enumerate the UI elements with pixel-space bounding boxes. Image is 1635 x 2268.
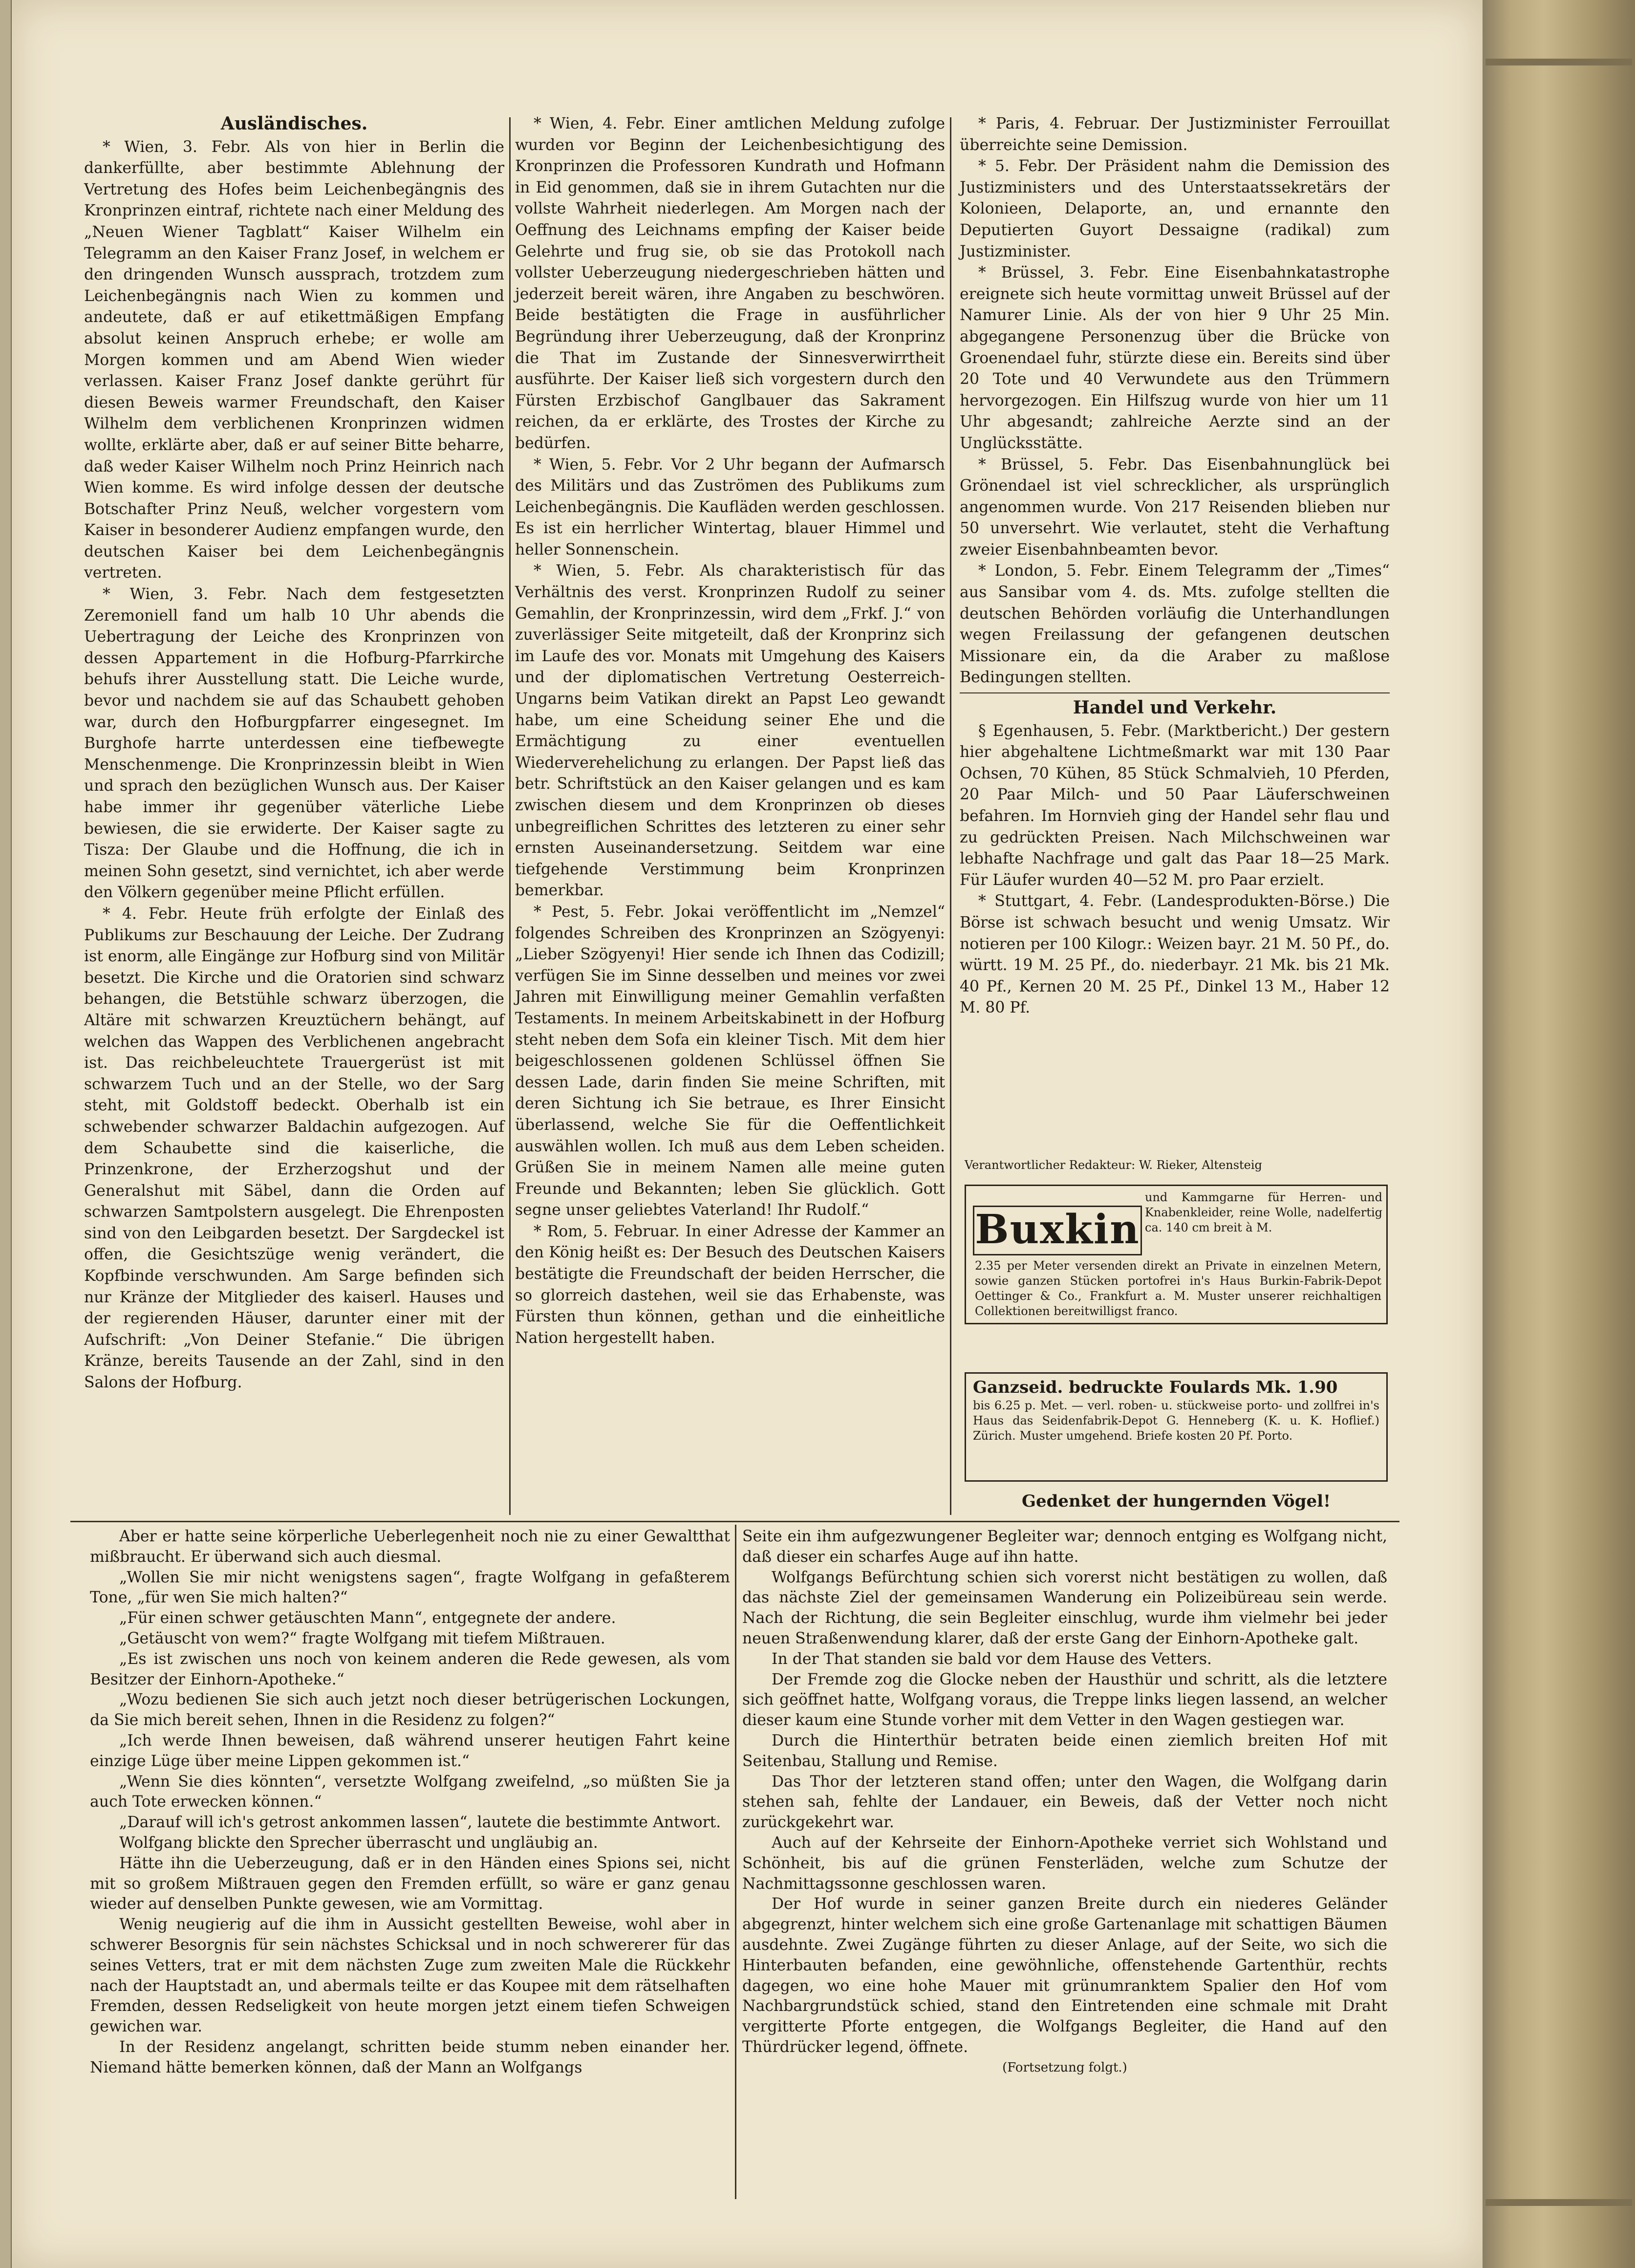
advertisement-buxkin [965, 1185, 1388, 1324]
serial-right-p8: Der Hof wurde in seiner ganzen Breite durch ein niederes Geländer abgegrenzt, hinter welchem sich eine große Gartenanlage mit schattigen Bäumen ausdehnte. Zwei Zugänge führten zu dieser Anlage, auf der Seite, wo sich die Hinterbauten befanden, eine gewöhnliche, offenstehende Gartenthür, rechts dagegen, wo eine hohe Mauer mit grünumranktem Spalier den Hof vom Nachbargrundstück schied, stand den Eintretenden eine schmale mit Draht vergitterte Pforte entgegen, die Wolfgangs Begleiter, die Hand auf den Thürdrücker legend, öffnete. [742, 1895, 1387, 2056]
column-2 [515, 113, 945, 1349]
serial-left-p2: „Wollen Sie mir nicht wenigstens sagen“, fragte Wolfgang in gefaßterem Tone, „für wen Sie mich halten?“ [90, 1568, 730, 1607]
serial-right-p7: Auch auf der Kehrseite der Einhorn-Apotheke verriet sich Wohlstand und Schönheit, bis auf die grünen Fensterläden, welche zum Schutze der Nachmittagssonne geschlossen waren. [742, 1834, 1387, 1893]
serial-left-p11: Hätte ihn die Ueberzeugung, daß er in den Händen eines Spions sei, nicht mit so großem Mißtrauen gegen den Fremden erfüllt, so wäre er ganz genau wieder auf denselben Punkte gewesen, wie am Vormittag. [90, 1854, 730, 1913]
serial-left-p6: „Wozu bedienen Sie sich auch jetzt noch dieser betrügerischen Lockungen, da Sie mich bereit sehen, Ihnen in die Residenz zu folgen?“ [90, 1691, 730, 1729]
editor-credit: Verantwortlicher Redakteur: W. Rieker, Altensteig [965, 1158, 1262, 1172]
article-wien-4-febr-a: * 4. Febr. Heute früh erfolgte der Einlaß des Publikums zur Beschauung der Leiche. Der Zudrang ist enorm, alle Eingänge zur Hofburg sind von Militär besetzt. Die Kirche und die Oratorien sind schwarz behangen, die Betstühle schwarz überzogen, die Altäre mit schwarzen Kreuztüchern behängt, auf welchen das Wappen des Verblichenen angebracht ist. Das reichbeleuchtete Trauergerüst ist mit schwarzem Tuch und an der Stelle, wo der Sarg steht, mit Goldstoff bedeckt. Oberhalb ist ein schwebender schwarzer Baldachin aufgezogen. Auf dem Schaubette sind die kaiserliche, die Prinzenkrone, der Erzherzogshut und der Generalshut mit Säbel, dann die Orden auf schwarzen Samtpolstern ausgelegt. Die Ehrenposten sind von den Leibgarden besetzt. Der Sargdeckel ist offen, die Gesichtszüge wenig verändert, die Kopfbinde verschwunden. Am Sarge befinden sich nur Kränze der Mitglieder des kaiserl. Hauses und der regierenden Häuser, darunter einer mit der Aufschrift: „Von Deiner Stefanie.“ Die übrigen Kränze, bereits Tausende an der Zahl, sind in den Salons der Hofburg. [84, 905, 504, 1392]
serial-left-p9: „Darauf will ich's getrost ankommen lassen“, lautete die bestimmte Antwort. [119, 1814, 721, 1832]
column-3 [960, 113, 1390, 1019]
serial-left-p12: Wenig neugierig auf die ihm in Aussicht gestellten Beweise, wohl aber in schwerer Besorgnis für sein nächstes Schicksal und in noch schwererer für das seines Vetters, trat er mit dem nächsten Zuge zum zweiten Male die Rückkehr nach der Hauptstadt an, und abermals teilte er das Koupee mit dem rätselhaften Fremden, dessen Redseligkeit von heute morgen jetzt einem tiefen Schweigen gewichen war. [90, 1916, 730, 2036]
buxkin-logo: Buxkin [973, 1206, 1142, 1255]
foulards-title: Ganzseid. bedruckte Foulards Mk. 1.90 [973, 1378, 1338, 1397]
section-heading-handel: Handel und Verkehr. [1073, 697, 1277, 718]
article-london-5-febr: * London, 5. Febr. Einem Telegramm der „Times“ aus Sansibar vom 4. ds. Mts. zufolge stellten die deutschen Behörden vorläufig die Unterhandlungen wegen Freilassung der gefangenen deutschen Missionare ein, da die Araber zu maßlose Bedingungen stellten. [960, 562, 1390, 687]
column-rule-1 [509, 117, 511, 1515]
article-wien-5-febr-a: * Wien, 5. Febr. Vor 2 Uhr begann der Aufmarsch des Militärs und das Zuströmen des Publikums zum Leichenbegängnis. Die Kaufläden werden geschlossen. Es ist ein herrlicher Wintertag, blauer Himmel und heller Sonnenschein. [515, 455, 945, 559]
article-rom-5-febr: * Rom, 5. Februar. In einer Adresse der Kammer an den König heißt es: Der Besuch des Deutschen Kaisers bestätigte die Freundschaft der beiden Herrscher, die so glorreich dastehen, weil sie das Erhabenste, was Fürsten thun können, gethan und die einheitliche Nation hergestellt haben. [515, 1222, 945, 1347]
article-wien-3-febr-a: * Wien, 3. Febr. Als von hier in Berlin die dankerfüllte, aber bestimmte Ablehnung der Vertretung des Hofes beim Leichenbegängnis des Kronprinzen eintraf, richtete nach einer Meldung des „Neuen Wiener Tagblatt“ Kaiser Wilhelm ein Telegramm an den Kaiser Franz Josef, in welchem er den dringenden Wunsch aussprach, trotzdem zum Leichenbegängnis nach Wien zu kommen und andeutete, daß er auf etikettmäßigen Empfang absolut keinen Anspruch erhebe; er wolle am Morgen kommen und am Abend Wien wieder verlassen. Kaiser Franz Josef dankte gerührt für diesen Beweis warmer Freundschaft, den Kaiser Wilhelm dem verblichenen Kronprinzen widmen wollte, erklärte aber, daß er auf seiner Bitte beharre, daß weder Kaiser Wilhelm noch Prinz Heinrich nach Wien komme. Es wird infolge dessen der deutsche Botschafter Prinz Neuß, welcher vorgestern vom Kaiser in besonderer Audienz empfangen wurde, den deutschen Kaiser bei dem Leichenbegängnis vertreten. [84, 138, 504, 582]
serial-right-p2: Wolfgangs Befürchtung schien sich vorerst nicht bestätigen zu wollen, daß das nächste Ziel der gemeinsamen Wanderung ein Polizeibüreau sein werde. Nach der Richtung, die sein Begleiter einschlug, wurde ihm vielmehr bei jeder neuen Straßenwendung klarer, daß der erste Gang der Einhorn-Apotheke galt. [742, 1568, 1387, 1647]
section-heading-auslaendisches: Ausländisches. [220, 113, 368, 134]
serial-left-p3: „Für einen schwer getäuschten Mann“, entgegnete der andere. [119, 1609, 616, 1627]
article-bruessel-5-febr: * Brüssel, 5. Febr. Das Eisenbahnunglück bei Grönendael ist viel schrecklicher, als ursprünglich angenommen wurde. Von 217 Reisenden blieben nur 50 unversehrt. Wie verlautet, steht die Verhaftung zweier Eisenbahnbeamten bevor. [960, 455, 1390, 559]
column-rule-2 [950, 117, 951, 1515]
newspaper-page [12, 0, 1483, 2268]
serial-column-rule [735, 1525, 736, 2199]
advertisement-foulards [965, 1372, 1388, 1482]
buxkin-body-text: 2.35 per Meter versenden direkt an Private in einzelnen Metern, sowie ganzen Stücken portofrei in's Haus Burkin-Fabrik-Depot Oettinger & Co., Frankfurt a. M. Muster unserer reichhaltigen Collektionen bereitwilligst franco. [975, 1259, 1381, 1318]
serial-left-p8: „Wenn Sie dies könnten“, versetzte Wolfgang zweifelnd, „so müßten Sie ja auch Tote erwecken können.“ [90, 1772, 730, 1811]
section-rule [960, 692, 1390, 693]
column-1 [84, 113, 504, 1394]
book-binding [1483, 0, 1635, 2268]
serial-right-p4: Der Fremde zog die Glocke neben der Hausthür und schritt, als die letztere sich geöffnet hatte, Wolfgang voraus, die Treppe links liegen lassend, an welcher dieser kaum eine Stunde vorher mit dem Vetter in den Wagen gestiegen war. [742, 1670, 1387, 1729]
serial-left-p7: „Ich werde Ihnen beweisen, daß während unserer heutigen Fahrt keine einzige Lüge über meine Lippen gekommen ist.“ [90, 1731, 730, 1770]
serial-left-p5: „Es ist zwischen uns noch von keinem anderen die Rede gewesen, als vom Besitzer der Einhorn-Apotheke.“ [90, 1650, 730, 1688]
article-paris-4-febr: * Paris, 4. Februar. Der Justizminister Ferrouillat überreichte seine Demission. [960, 115, 1390, 154]
foulards-body: bis 6.25 p. Met. — verl. roben- u. stückweise porto- und zollfrei in's Haus das Seidenfabrik-Depot G. Henneberg (K. u. K. Hoflief.) Zürich. Muster umgehend. Briefe kosten 20 Pf. Porto. [973, 1399, 1379, 1443]
article-stuttgart-boerse: * Stuttgart, 4. Febr. (Landesprodukten-Börse.) Die Börse ist schwach besucht und wenig Umsatz. Wir notieren per 100 Kilogr.: Weizen bayr. 21 M. 50 Pf., do. württ. 19 M. 25 Pf., do. niederbayr. 21 Mk. bis 21 Mk. 40 Pf., Kernen 20 M. 25 Pf., Dinkel 13 M., Haber 12 M. 80 Pf. [960, 892, 1390, 1017]
binding-band-bottom [1485, 2199, 1632, 2206]
article-wien-5-febr-b: * Wien, 5. Febr. Als charakteristisch für das Verhältnis des verst. Kronprinzen Rudolf zu seiner Gemahlin, der Kronprinzessin, wird dem „Frkf. J.“ von zuverlässiger Seite mitgeteilt, daß der Kronprinz sich im Laufe des vor. Monats mit Umgehung des Kaisers und der diplomatischen Vertretung Oesterreich-Ungarns beim Vatikan direkt an Papst Leo gewandt habe, um eine Scheidung seiner Ehe und die Ermächtigung zu einer eventuellen Wiederverehelichung zu erlangen. Der Papst ließ das betr. Schriftstück an den Kaiser gelangen und es kam zwischen diesem und dem Kronprinzen ob dieses unbegreiflichen Schrittes des letzteren zu einer sehr ernsten Auseinandersetzung. Seitdem war eine tiefgehende Verstimmung beim Kronprinzen bemerkbar. [515, 562, 945, 900]
serial-story-right [742, 1527, 1387, 2078]
serial-right-p5: Durch die Hinterthür betraten beide einen ziemlich breiten Hof mit Seitenbau, Stallung und Remise. [742, 1731, 1387, 1770]
page-edge-left [0, 0, 11, 2268]
serial-left-p10: Wolfgang blickte den Sprecher überrascht und ungläubig an. [119, 1834, 598, 1852]
article-paris-5-febr: * 5. Febr. Der Präsident nahm die Demission des Justizministers und des Unterstaatssekretärs der Kolonieen, Delaporte, an, und ernannte den Deputierten Guyort Dessaigne (radikal) zum Justizminister. [960, 157, 1390, 260]
notice-hungry-birds: Gedenket der hungernden Vögel! [1021, 1491, 1331, 1511]
serial-left-p4: „Getäuscht von wem?“ fragte Wolfgang mit tiefem Mißtrauen. [119, 1629, 605, 1647]
article-bruessel-3-febr: * Brüssel, 3. Febr. Eine Eisenbahnkatastrophe ereignete sich heute vormittag unweit Brüssel auf der Namurer Linie. Als der von hier 9 Uhr 25 Min. abgegangene Personenzug über die Brücke von Groenendael fuhr, stürzte diese ein. Bereits sind über 20 Tote und 40 Verwundete aus den Trümmern hervorgezogen. Ein Hilfszug wurde von hier um 11 Uhr abgesandt; zahlreiche Aerzte sind an der Unglücksstätte. [960, 264, 1390, 452]
binding-band-top [1485, 59, 1632, 65]
serial-continued-note: (Fortsetzung folgt.) [1002, 2060, 1127, 2075]
serial-right-p3: In der That standen sie bald vor dem Hause des Vetters. [772, 1650, 1212, 1668]
article-pest-5-febr: * Pest, 5. Febr. Jokai veröffentlicht im „Nemzel“ folgendes Schreiben des Kronprinzen an Szögyenyi: „Lieber Szögyenyi! Hier sende ich Ihnen das Codizill; verfügen Sie im Sinne desselben und meines vor zwei Jahren mit Einwilligung meiner Gemahlin verfaßten Testaments. In meinem Arbeitskabinett in der Hofburg steht neben dem Sofa ein kleiner Tisch. Mit dem hier beigeschlossenen goldenen Schlüssel öffnen Sie dessen Lade, darin finden Sie meine Schriften, mit deren Sichtung ich Sie betraue, es Ihrer Einsicht überlassend, welche Sie für die Oeffentlichkeit auswählen wollen. Ich muß aus dem Leben scheiden. Grüßen Sie in meinem Namen alle meine guten Freunde und Bekannten; leben Sie glücklich. Gott segne unser geliebtes Vaterland! Ihr Rudolf.“ [515, 903, 945, 1219]
serial-right-p6: Das Thor der letzteren stand offen; unter den Wagen, die Wolfgang darin stehen sah, fehlte der Landauer, ein Beweis, daß der Vetter noch nicht zurückgekehrt war. [742, 1772, 1387, 1832]
article-wien-3-febr-b: * Wien, 3. Febr. Nach dem festgesetzten Zeremoniell fand um halb 10 Uhr abends die Uebertragung der Leiche des Kronprinzen von dessen Appartement in die Hofburg-Pfarrkirche behufs ihrer Ausstellung statt. Die Leiche wurde, bevor und nachdem sie auf das Schaubett gehoben war, durch den Hofburgpfarrer eingesegnet. Im Burghofe harrte unterdessen eine tiefbewegte Menschenmenge. Die Kronprinzessin bleibt in Wien und sprach den bezüglichen Wunsch aus. Der Kaiser habe immer ihr gegenüber väterliche Liebe bewiesen, die sie erwiderte. Der Kaiser sagte zu Tisza: Der Glaube und die Hoffnung, die ich in meinen Sohn gesetzt, sind vernichtet, ich aber werde den Völkern gegenüber meine Pflicht erfüllen. [84, 585, 504, 902]
serial-top-rule [70, 1521, 1399, 1522]
serial-story-left [90, 1527, 730, 2078]
article-egenhausen-marktbericht: § Egenhausen, 5. Febr. (Marktbericht.) Der gestern hier abgehaltene Lichtmeßmarkt war mit 130 Paar Ochsen, 70 Kühen, 85 Stück Schmalvieh, 10 Pferden, 20 Paar Milch- und 50 Paar Läuferschweinen befahren. Im Hornvieh ging der Handel sehr flau und zu gedrückten Preisen. Nach Milchschweinen war lebhafte Nachfrage und galt das Paar 18—25 Mark. Für Läufer wurden 40—52 M. pro Paar erzielt. [960, 722, 1390, 889]
buxkin-side-text: und Kammgarne für Herren- und Knabenkleider, reine Wolle, nadelfertig ca. 140 cm breit à M. [1145, 1190, 1382, 1234]
serial-right-p1: Seite ein ihm aufgezwungener Begleiter war; dennoch entging es Wolfgang nicht, daß dieser ein scharfes Auge auf ihn hatte. [742, 1528, 1387, 1566]
serial-left-p13: In der Residenz angelangt, schritten beide stumm neben einander her. Niemand hätte bemerken können, daß der Mann an Wolfgangs [90, 2038, 730, 2076]
serial-left-p1: Aber er hatte seine körperliche Ueberlegenheit noch nie zu einer Gewaltthat mißbraucht. Er überwand sich auch diesmal. [90, 1528, 730, 1566]
article-wien-4-febr-b: * Wien, 4. Febr. Einer amtlichen Meldung zufolge wurden vor Beginn der Leichenbesichtigung des Kronprinzen die Professoren Kundrath und Hofmann in Eid genommen, daß sie in ihrem Gutachten nur die vollste Wahrheit niederlegen. Am Morgen nach der Oeffnung des Leichnams empfing der Kaiser beide Gelehrte und frug sie, ob sie das Protokoll nach vollster Ueberzeugung niedergeschrieben hätten und jederzeit bereit wären, ihre Angaben zu beschwören. Beide bestätigten die Frage in ausführlicher Begründung ihrer Ueberzeugung, daß der Kronprinz die That im Zustande der Sinnesverwirrtheit ausführte. Der Kaiser ließ sich vorgestern durch den Fürsten Erzbischof Ganglbauer das Sakrament reichen, da er erklärte, des Trostes der Kirche zu bedürfen. [515, 115, 945, 452]
